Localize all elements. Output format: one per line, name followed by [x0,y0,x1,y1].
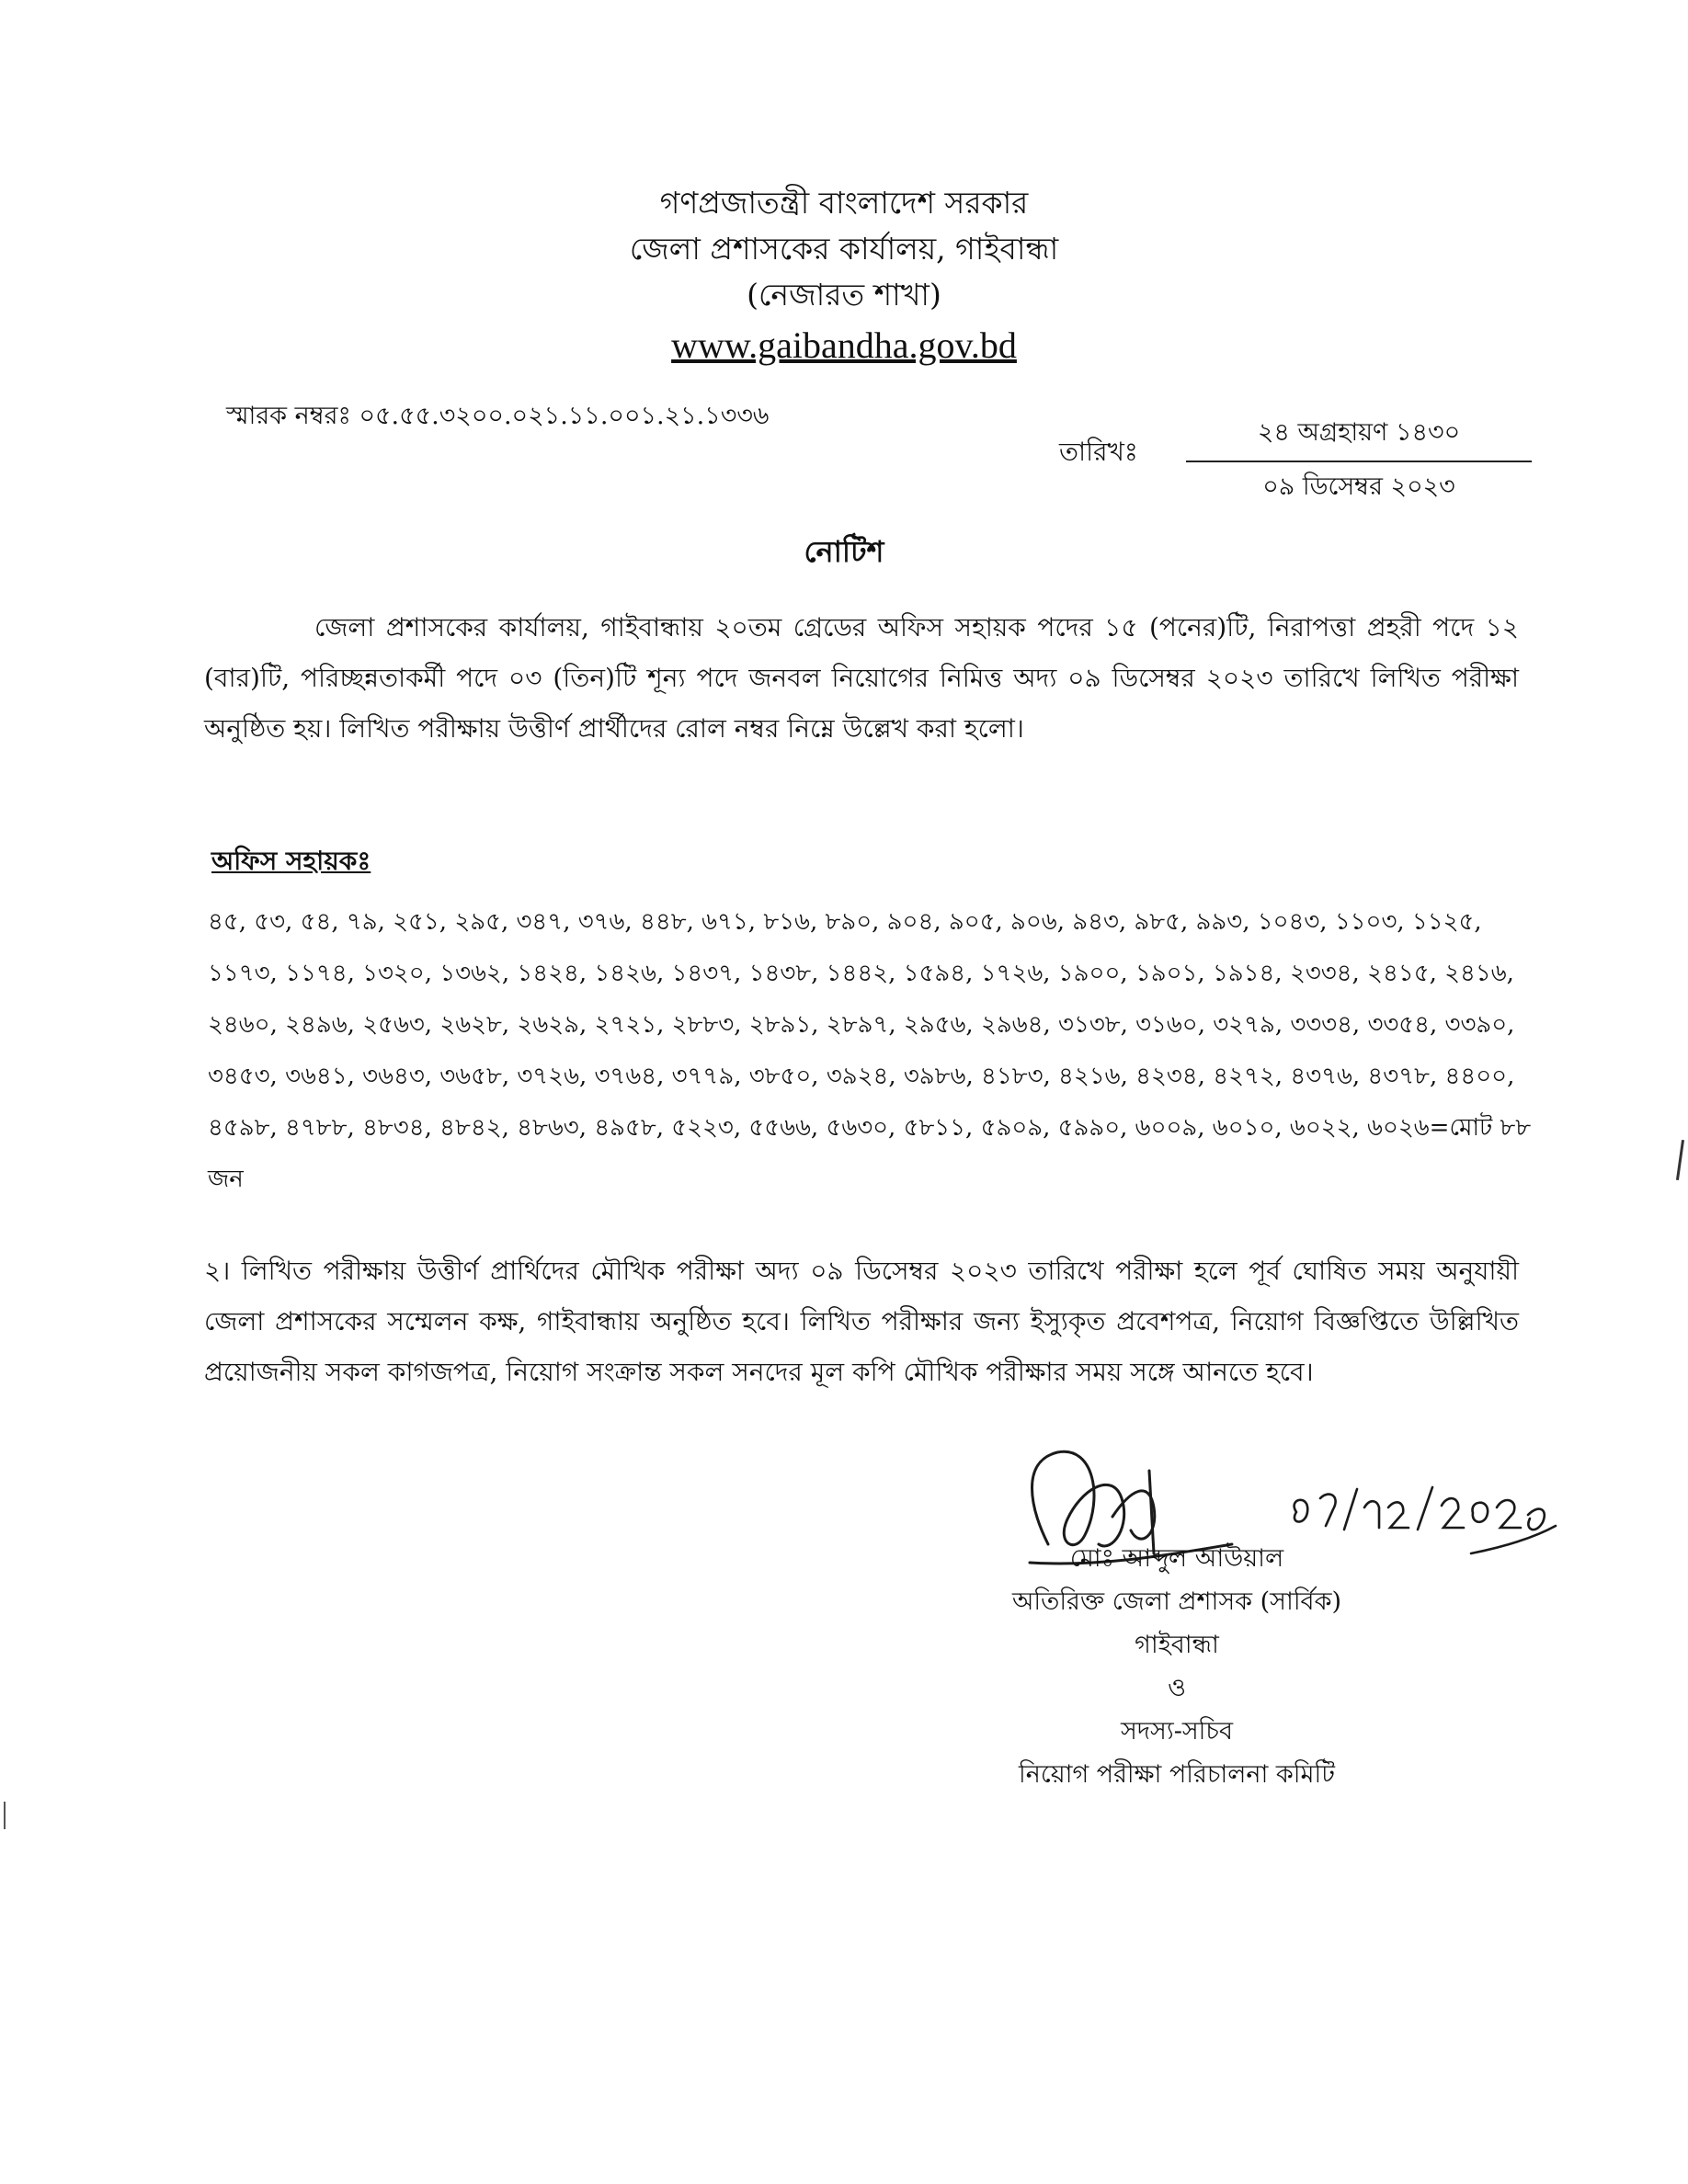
roll-number-list: ৪৫, ৫৩, ৫৪, ৭৯, ২৫১, ২৯৫, ৩৪৭, ৩৭৬, ৪৪৮, ৬৭১, ৮১৬, ৮৯০, ৯০৪, ৯০৫, ৯০৬, ৯৪৩, ৯৮৫, ৯৯৩, ১০৪৩, ১১০৩, ১১২৫, ১১৭৩, ১১৭৪, ১৩২০, ১৩৬২, ১৪২৪, ১৪২৬, ১৪৩৭, ১৪৩৮, ১৪৪২, ১৫৯৪, ১৭২৬, ১৯০০, ১৯০১, ১৯১৪, ২৩৩৪, ২৪১৫, ২৪১৬, ২৪৬০, ২৪৯৬, ২৫৬৩, ২৬২৮, ২৬২৯, ২৭২১, ২৮৮৩, ২৮৯১, ২৮৯৭, ২৯৫৬, ২৯৬৪, ৩১৩৮, ৩১৬০, ৩২৭৯, ৩৩৩৪, ৩৩৫৪, ৩৩৯০, ৩৪৫৩, ৩৬৪১, ৩৬৪৩, ৩৬৫৮, ৩৭২৬, ৩৭৬৪, ৩৭৭৯, ৩৮৫০, ৩৯২৪, ৩৯৮৬, ৪১৮৩, ৪২১৬, ৪২৩৪, ৪২৭২, ৪৩৭৬, ৪৩৭৮, ৪৪০০, ৪৫৯৮, ৪৭৮৮, ৪৮৩৪, ৪৮৪২, ৪৮৬৩, ৪৯৫৮, ৫২২৩, ৫৫৬৬, ৫৬৩০, ৫৮১১, ৫৯০৯, ৫৯৯০, ৬০০৯, ৬০১০, ৬০২২, ৬০২৬=মোট ৮৮ জন [208,908,1532,1193]
section-heading-office-assistant: অফিস সহায়কঃ [211,846,371,876]
website-link[interactable]: www.gaibandha.gov.bd [671,324,1017,366]
notice-paragraph-1: জেলা প্রশাসকের কার্যালয়, গাইবান্ধায় ২০তম গ্রেডের অফিস সহায়ক পদের ১৫ (পনের)টি, নিরাপত্তা প্রহরী পদে ১২ (বার)টি, পরিচ্ছন্নতাকর্মী পদে ০৩ (তিন)টি শূন্য পদে জনবল নিয়োগের নিমিত্ত অদ্য ০৯ ডিসেম্বর ২০২৩ তারিখে লিখিত পরীক্ষা অনুষ্ঠিত হয়। লিখিত পরীক্ষায় উত্তীর্ণ প্রার্থীদের রোল নম্বর নিম্নে উল্লেখ করা হলো। [204,612,1519,744]
signatory-district: গাইবান্ধা [1135,1631,1219,1659]
memo-number: স্মারক নম্বরঃ ০৫.৫৫.৩২০০.০২১.১১.০০১.২১.১৩৩৬ [226,402,770,430]
letterhead [0,180,1688,370]
signatory-name: মোঃ আব্দুল আউয়াল [1069,1544,1284,1573]
scan-edge-mark [1676,1140,1684,1180]
signatory-designation: অতিরিক্ত জেলা প্রশাসক (সার্বিক) [1011,1587,1342,1616]
date-label: তারিখঃ [1059,437,1138,467]
notice-paragraph-2: ২। লিখিত পরীক্ষায় উত্তীর্ণ প্রার্থিদের মৌখিক পরীক্ষা অদ্য ০৯ ডিসেম্বর ২০২৩ তারিখে পরীক্ষা হলে পূর্ব ঘোষিত সময় অনুযায়ী জেলা প্রশাসকের সম্মেলন কক্ষ, গাইবান্ধায় অনুষ্ঠিত হবে। লিখিত পরীক্ষার জন্য ইস্যুকৃত প্রবেশপত্র, নিয়োগ বিজ্ঞপ্তিতে উল্লিখিত প্রয়োজনীয় সকল কাগজপত্র, নিয়োগ সংক্রান্ত সকল সনদের মূল কপি মৌখিক পরীক্ষার সময় সঙ্গে আনতে হবে। [204,1256,1519,1387]
branch-name: (নেজারত শাখা) [747,277,941,313]
signatory-block [975,1537,1379,1796]
date-block [1186,414,1532,509]
gregorian-date: ০৯ ডিসেম্বর ২০২৩ [1262,472,1455,501]
notice-title: নোটিশ [804,534,884,569]
scan-edge-mark [4,1802,6,1829]
government-title: গণপ্রজাতন্ত্রী বাংলাদেশ সরকার [659,185,1029,221]
bangla-date: ২৪ অগ্রহায়ণ ১৪৩০ [1186,414,1532,462]
office-name: জেলা প্রশাসকের কার্যালয়, গাইবান্ধা [629,231,1059,267]
signatory-conjunction: ও [1168,1674,1186,1702]
signatory-committee: নিয়োগ পরীক্ষা পরিচালনা কমিটি [1019,1760,1335,1789]
signatory-role: সদস্য-সচিব [1121,1717,1233,1746]
